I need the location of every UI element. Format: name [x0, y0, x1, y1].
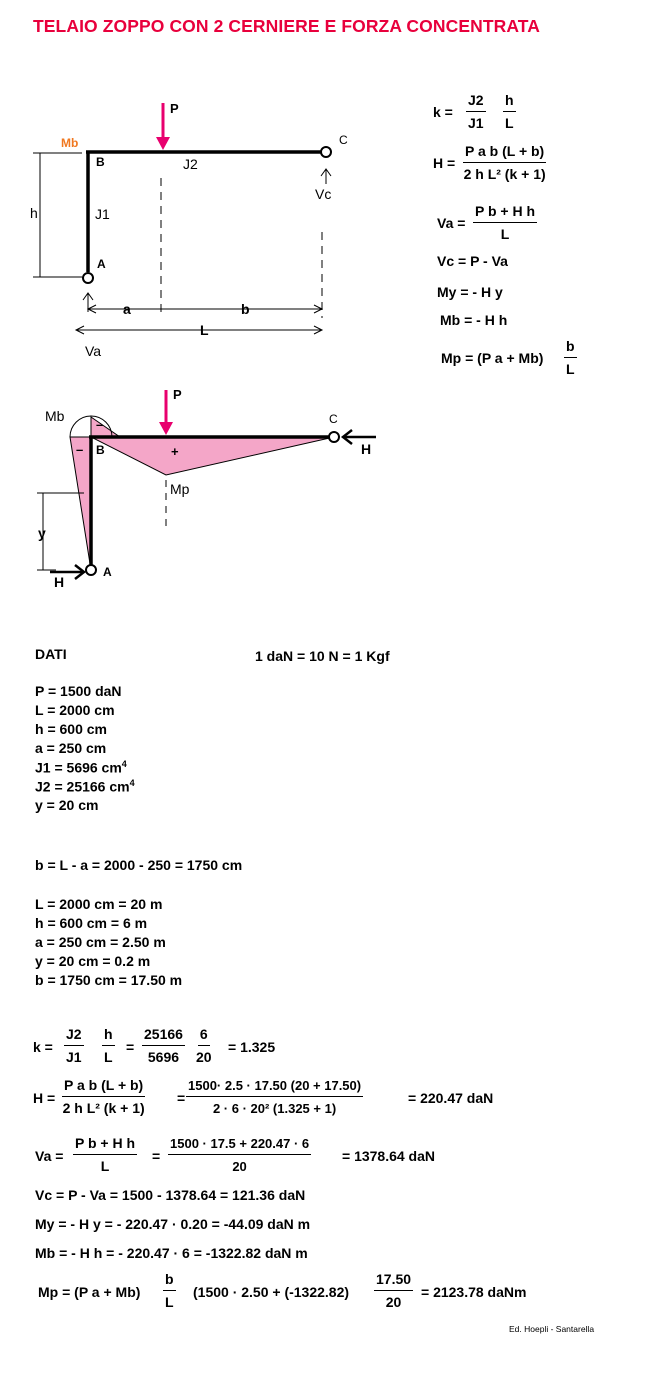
thrust-label-h-left: H — [54, 574, 65, 590]
dimension-label-a: a — [123, 301, 131, 317]
formula-k-frac-1: $\frac{J2}{J1}$ — [468, 92, 484, 131]
node-label-a-2: A — [103, 565, 112, 579]
beam-label-j2: J2 — [183, 156, 198, 172]
calc-mp-mid: (1500 · 2.50 + (-1322.82) — [193, 1284, 350, 1300]
derived-y-m: y = 20 cm = 0.2 m — [35, 953, 151, 969]
calc-mp-frac-2: $\frac{17.50}{20}$ — [376, 1271, 412, 1310]
formula-va-frac: $\frac{\text{P b + H h}}{L}$ — [475, 203, 536, 242]
sign-minus-beam: – — [96, 417, 104, 432]
data-h: h = 600 cm — [35, 721, 107, 737]
formula-k-frac-2: $\frac{h}{L}$ — [505, 92, 514, 131]
node-label-c-2: C — [329, 412, 338, 426]
calc-k-lhs: k = — [33, 1039, 53, 1055]
formula-k-lhs: k = — [433, 104, 453, 120]
dimension-label-l: L — [200, 322, 209, 338]
formula-vc: Vc = P - Va — [437, 253, 508, 269]
derived-b: b = L - a = 2000 - 250 = 1750 cm — [35, 857, 243, 873]
formula-my: My = - H y — [437, 284, 503, 300]
data-l: L = 2000 cm — [35, 702, 115, 718]
calc-mp-lhs: Mp = (P a + Mb) — [38, 1284, 141, 1300]
data-j2: J2 = 25166 $cm^4$ — [35, 778, 135, 795]
formula-h-frac: $\frac{\text{P a b (L + b)}}{\text{2 h L² (k + 1)}}$ — [463, 143, 546, 182]
formula-h-lhs: H = — [433, 155, 456, 171]
data-heading: DATI — [35, 646, 67, 662]
calc-k-frac-4: $\frac{6}{20}$ — [196, 1026, 212, 1065]
moment-label-mp: Mp — [170, 481, 190, 497]
calc-va-frac-2: $\frac{1500 \cdot 17.5 + 220.47 \cdot 6}{20}$ — [170, 1136, 310, 1174]
calc-my: My = - H y = - 220.47 · 0.20 = -44.09 daN m — [35, 1216, 311, 1232]
formula-va-lhs: Va = — [437, 215, 466, 231]
calc-k-frac-3: $\frac{25166}{5696}$ — [144, 1026, 183, 1065]
reaction-label-va: Va — [85, 343, 102, 359]
derived-l-m: L = 2000 cm = 20 m — [35, 896, 163, 912]
thrust-label-h-right: H — [361, 441, 372, 457]
node-label-b-2: B — [96, 443, 105, 457]
load-label-p: P — [170, 101, 179, 116]
calc-h-frac-2: $\frac{1500\cdot 2.5 \cdot 17.50 (20 + 17.50)}{\text{2 · 6 · 20² (1.325 + 1)}}$ — [188, 1078, 362, 1116]
calc-mb: Mb = - H h = - 220.47 · 6 = -1322.82 daN m — [35, 1245, 308, 1261]
load-label-p-2: P — [173, 387, 182, 402]
node-label-b: B — [96, 155, 105, 169]
formula-mp-frac: $\frac{b}{L}$ — [566, 338, 575, 377]
height-label-h: h — [30, 205, 38, 221]
calc-h-eq: = — [177, 1090, 186, 1106]
dimension-label-y: y — [38, 525, 46, 541]
data-y: y = 20 cm — [35, 797, 99, 813]
formula-mp-lhs: Mp = (P a + Mb) — [441, 350, 544, 366]
calc-k-frac-2: $\frac{h}{L}$ — [104, 1026, 113, 1065]
data-p: P = 1500 daN — [35, 683, 122, 699]
moment-label-mb-2: Mb — [45, 408, 65, 424]
column-label-j1: J1 — [95, 206, 110, 222]
calc-k-frac-1: $\frac{J2}{J1}$ — [66, 1026, 82, 1065]
node-label-c: C — [339, 133, 348, 147]
page-title: TELAIO ZOPPO CON 2 CERNIERE E FORZA CONCENTRATA — [33, 16, 541, 36]
credit: Ed. Hoepli - Santarella — [509, 1324, 595, 1334]
moment-label-mb: Mb — [61, 136, 79, 150]
derived-a-m: a = 250 cm = 2.50 m — [35, 934, 166, 950]
calc-h-lhs: H = — [33, 1090, 56, 1106]
reaction-label-vc: Vc — [315, 186, 332, 202]
data-a: a = 250 cm — [35, 740, 107, 756]
derived-h-m: h = 600 cm = 6 m — [35, 915, 148, 931]
calc-va-result: = 1378.64 daN — [342, 1148, 436, 1164]
calc-mp-frac-1: $\frac{b}{L}$ — [165, 1271, 174, 1310]
calc-va-eq: = — [152, 1148, 161, 1164]
formula-mb: Mb = - H h — [440, 312, 508, 328]
sign-plus: + — [171, 444, 179, 459]
calc-vc: Vc = P - Va = 1500 - 1378.64 = 121.36 daN — [35, 1187, 306, 1203]
dimension-label-b: b — [241, 301, 250, 317]
node-label-a: A — [97, 257, 106, 271]
calc-h-result: = 220.47 daN — [408, 1090, 494, 1106]
calc-mp-result: = 2123.78 daNm — [421, 1284, 527, 1300]
calc-va-frac-1: $\frac{\text{P b + H h}}{L}$ — [75, 1135, 136, 1174]
calc-va-lhs: Va = — [35, 1148, 64, 1164]
derived-b-m: b = 1750 cm = 17.50 m — [35, 972, 183, 988]
sign-minus-column: – — [76, 442, 84, 457]
data-j1: J1 = 5696 $cm^4$ — [35, 759, 127, 776]
unit-conversion: 1 daN = 10 N = 1 Kgf — [255, 648, 390, 664]
calc-k-eq: = — [126, 1039, 135, 1055]
calc-h-frac-1: $\frac{\text{P a b (L + b)}}{\text{2 h L² (k + 1)}}$ — [62, 1077, 145, 1116]
calc-k-result: = 1.325 — [228, 1039, 276, 1055]
